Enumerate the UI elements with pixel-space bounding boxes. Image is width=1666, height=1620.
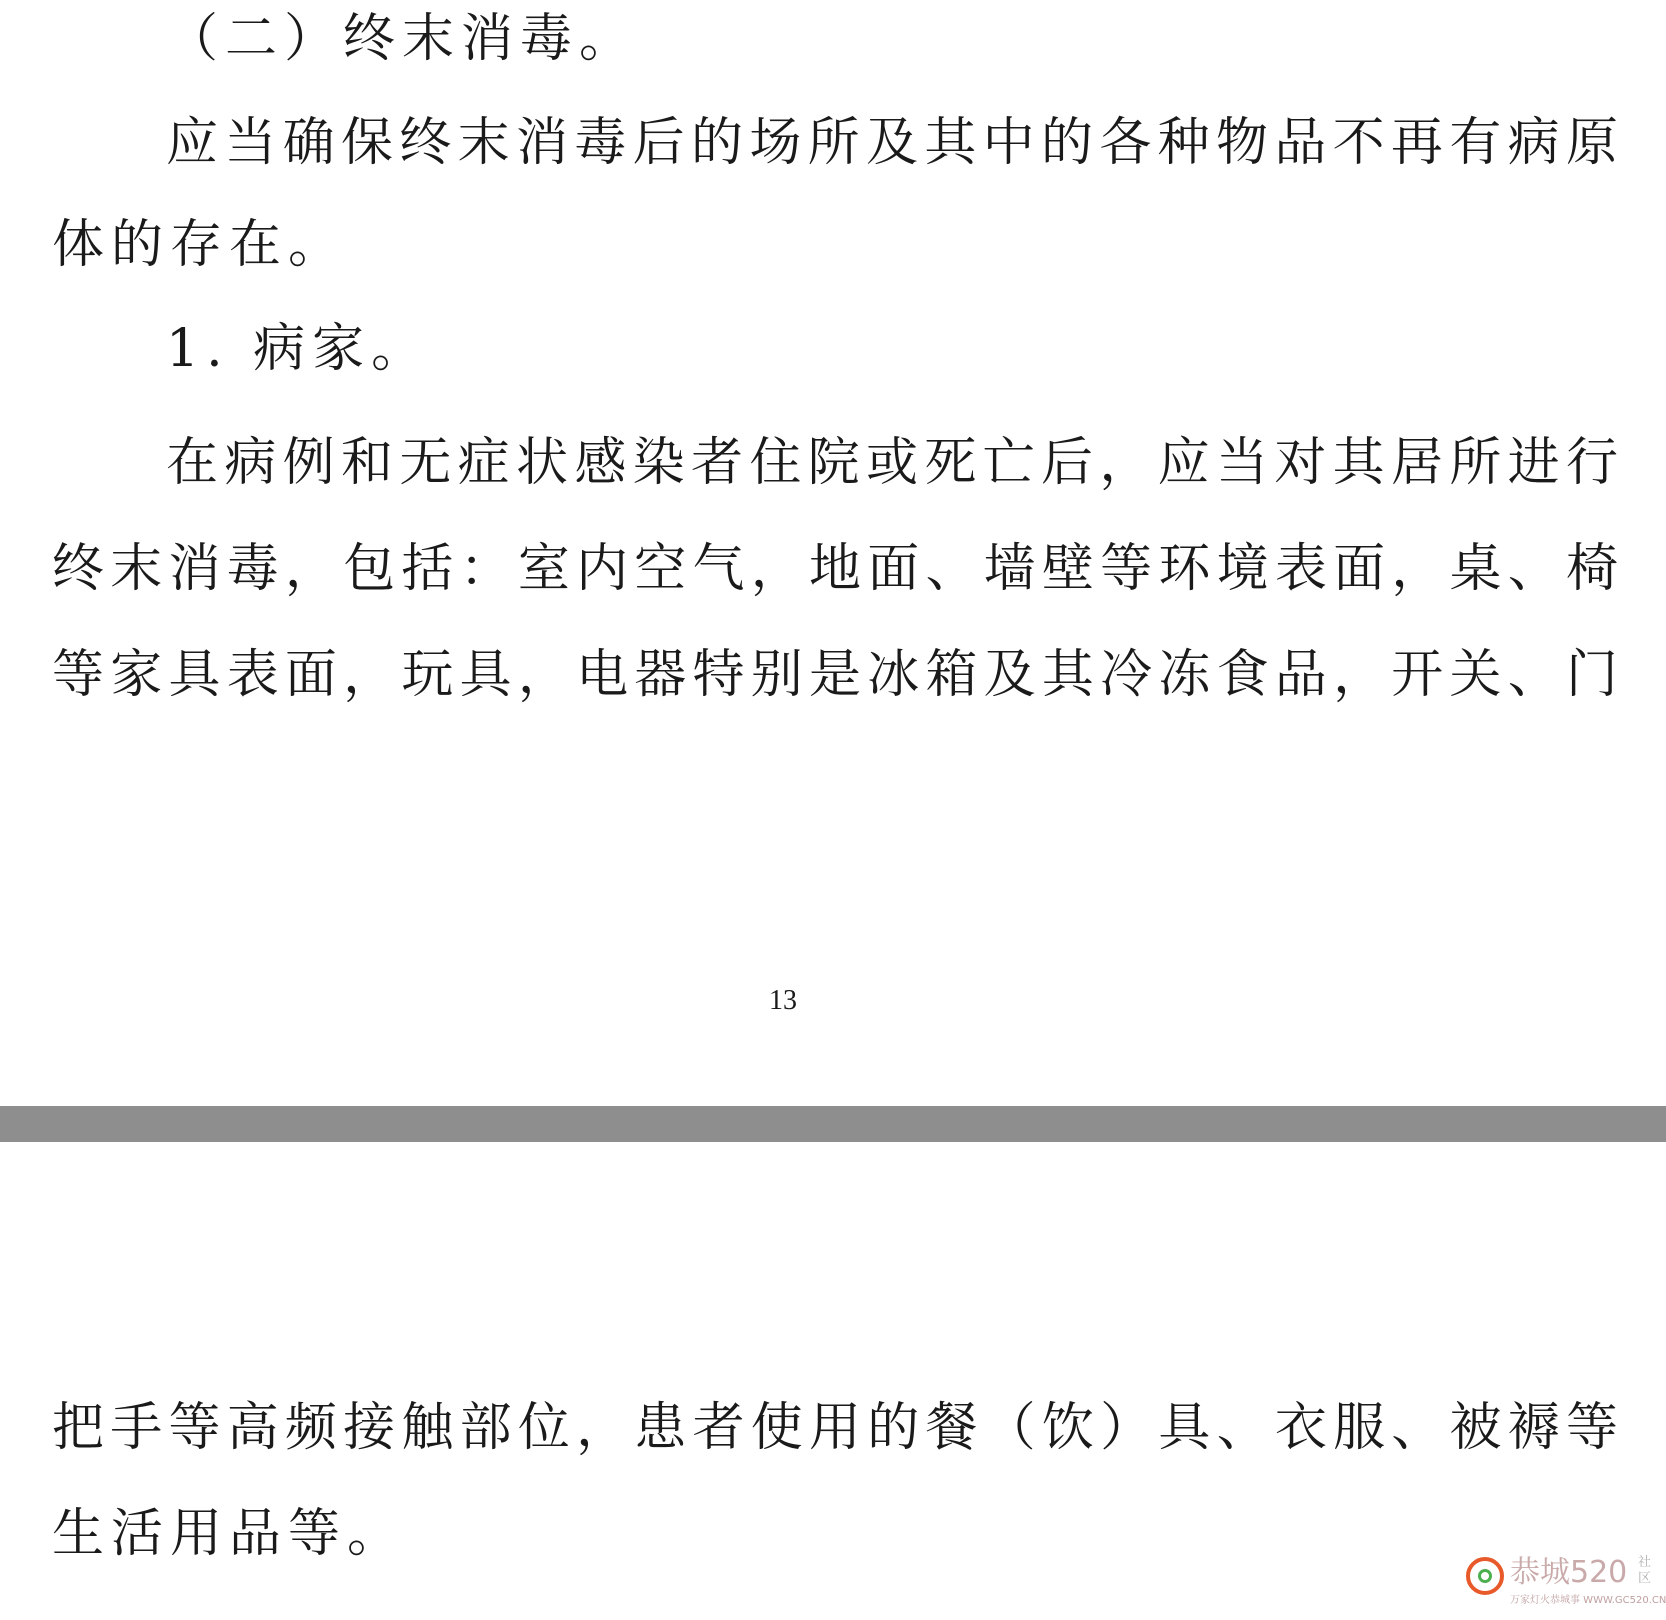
page-separator: [0, 1106, 1666, 1142]
paragraph-line: 把手等高频接触部位，患者使用的餐（饮）具、衣服、被褥等: [52, 1398, 1618, 1458]
site-watermark: [1466, 1553, 1666, 1613]
paragraph-line: 体的存在。: [52, 215, 348, 275]
watermark-tag: 社区: [1638, 1555, 1652, 1586]
paragraph-line: 应当确保终末消毒后的场所及其中的各种物品不再有病原: [166, 113, 1618, 173]
paragraph-line: 终末消毒，包括：室内空气，地面、墙壁等环境表面，桌、椅: [52, 539, 1618, 599]
watermark-logo-icon: [1466, 1557, 1504, 1595]
section-heading: （二）终末消毒。: [166, 9, 639, 69]
subsection-heading: 1. 病家。: [166, 319, 431, 379]
watermark-subtitle: 万家灯火恭城事 WWW.GC520.CN: [1510, 1595, 1666, 1606]
page-number: 13: [769, 985, 797, 1016]
watermark-brand: 恭城520: [1510, 1555, 1628, 1590]
document-page-14: [0, 1142, 1666, 1620]
paragraph-line: 等家具表面，玩具，电器特别是冰箱及其冷冻食品，开关、门: [52, 645, 1618, 705]
paragraph-line: 生活用品等。: [52, 1504, 407, 1564]
paragraph-line: 在病例和无症状感染者住院或死亡后，应当对其居所进行: [166, 433, 1618, 493]
